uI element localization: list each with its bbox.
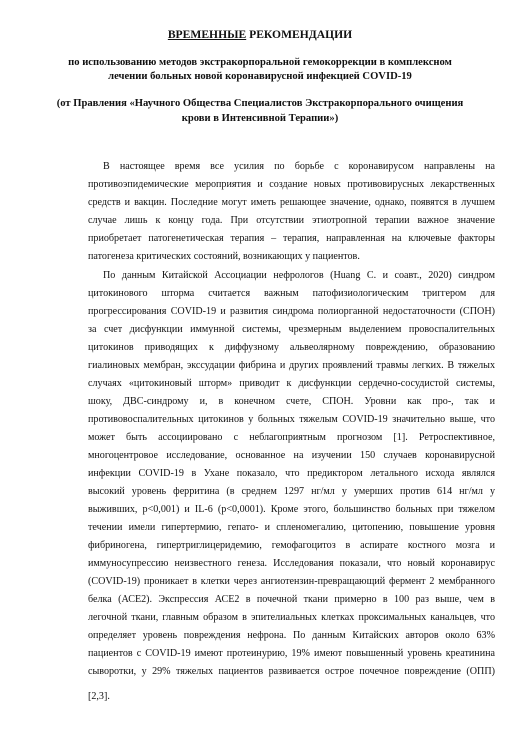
body-line: определяет уровень повреждения нефрона. По данным Китайских авторов около 63% bbox=[88, 630, 495, 641]
title-underlined: ВРЕМЕННЫЕ bbox=[167, 28, 247, 41]
body-line: сыворотки, у 29% тяжелых пациентов развивается острое почечное повреждение (ОПП) bbox=[88, 666, 495, 677]
body-line: противоэпидемические мероприятия и создание новых противовирусных лекарственных bbox=[88, 179, 495, 190]
source-line-1: (от Правления «Научного Общества Специалистов Экстракорпорального очищения bbox=[56, 98, 464, 109]
title-rest: РЕКОМЕНДАЦИИ bbox=[246, 28, 353, 41]
body-line: иммуносупрессию неизвестного генеза. Исследования показали, что новый коронавирус bbox=[88, 558, 495, 569]
subtitle-line-2: лечении больных новой коронавирусной инфекцией COVID-19 bbox=[108, 71, 412, 82]
body-line: шоку, ДВС-синдрому и, в конечном счете, СПОН. Уровни как про-, так и bbox=[88, 396, 495, 407]
body-line: пациентов с COVID-19 имеют протеинурию, 19% имеют повышенный уровень креатинина bbox=[88, 648, 495, 659]
body-line: фибриногена, гипертриглицеридемию, гемофагоцитоз в аспирате костного мозга и bbox=[88, 540, 495, 551]
body-line: В настоящее время все усилия по борьбе с коронавирусом направлены на bbox=[103, 161, 495, 172]
subtitle-line-1: по использованию методов экстракорпоральной гемокоррекции в комплексном bbox=[68, 57, 452, 68]
body-line: за счет дисфункции иммунной системы, чрезмерным выделением провоспалительных bbox=[88, 324, 495, 335]
body-line: цитокинов приводящих к диффузному альвеолярному повреждению, образованию bbox=[88, 342, 495, 353]
body-line: многоцентровое исследование, основанное на изучении 150 случаев коронавирусной bbox=[88, 450, 495, 461]
body-line: прогрессирования COVID-19 и развития синдрома полиорганной недостаточности (СПОН) bbox=[88, 306, 495, 317]
body-line: инфекции COVID-19 в Ухане показало, что предиктором летального исхода являлся bbox=[88, 468, 495, 479]
body-line: легочной ткани, главным образом в эпителиальных клетках проксимальных канальцев, что bbox=[88, 612, 495, 623]
body-line: может быть ассоциировано с неблагоприятным прогнозом [1]. Ретроспективное, bbox=[88, 432, 495, 443]
body-line: высокий уровень ферритина (в среднем 1297 нг/мл у умерших против 614 нг/мл у bbox=[88, 486, 495, 497]
body-line: случаях «цитокиновый шторм» приводит к дисфункции сердечно-сосудистой системы, bbox=[88, 378, 495, 389]
body-line: По данным Китайской Ассоциации нефрологов (Huang C. и соавт., 2020) синдром bbox=[103, 270, 495, 281]
body-line: [2,3]. bbox=[88, 691, 110, 702]
body-line: белка (АСЕ2). Экспрессия АСЕ2 в почечной ткани примерно в 100 раз выше, чем в bbox=[88, 594, 495, 605]
body-line: цитокинового шторма считается важным патофизиологическим триггером для bbox=[88, 288, 495, 299]
source-line-2: крови в Интенсивной Терапии») bbox=[181, 113, 339, 124]
body-line: приобретает патогенетическая терапия – терапия, направленная на ключевые факторы bbox=[88, 233, 495, 244]
body-line: противовоспалительных цитокинов у больных тяжелым COVID-19 значительно выше, что bbox=[88, 414, 495, 425]
body-line: гиалиновых мембран, экссудации фибрина и других проявлений травмы легких. В тяжелых bbox=[88, 360, 495, 371]
document-title bbox=[0, 28, 520, 42]
body-line: патогенеза критических состояний, возникающих у пациентов. bbox=[88, 251, 360, 262]
body-line: течении имели гипертермию, гепато- и спленомегалию, цитопению, повышение уровня bbox=[88, 522, 495, 533]
body-line: средств и вакцин. Последние могут иметь решающее значение, однако, появятся в лучшем bbox=[88, 197, 495, 208]
body-line: случае лишь к концу года. При отсутствии этиотропной терапии важное значение bbox=[88, 215, 495, 226]
body-line: (COVID-19) проникает в клетки через ангиотензин-превращающий фермент 2 мембранного bbox=[88, 576, 495, 587]
body-line: выживших, p<0,001) и IL-6 (p<0,0001). Кроме этого, большинство больных при тяжелом bbox=[88, 504, 495, 515]
